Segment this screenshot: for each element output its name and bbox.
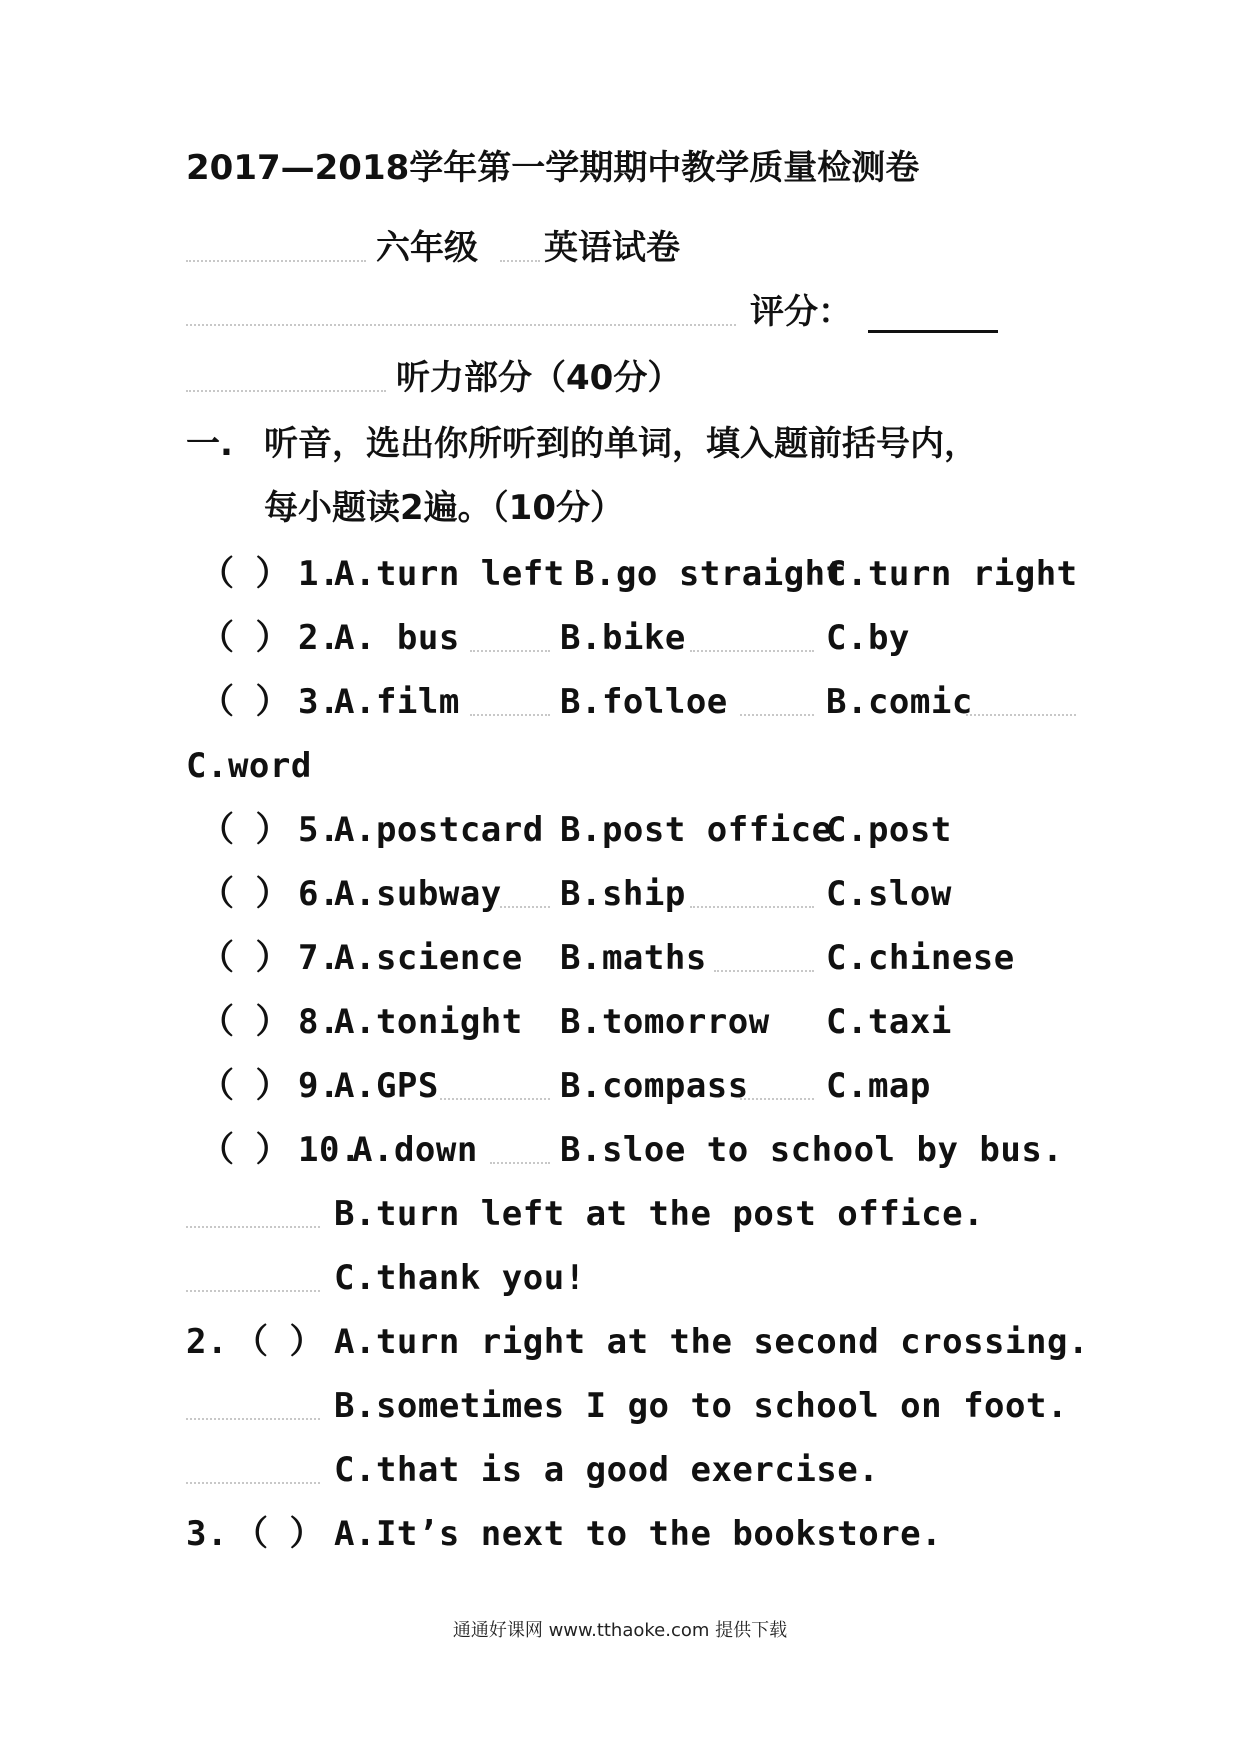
option-a: A.down (352, 1130, 478, 1170)
question-number: 3. (186, 1514, 228, 1554)
option-a: A.science (334, 938, 523, 978)
answer-paren[interactable]: （ ） (200, 1002, 290, 1042)
dotted-leader (470, 648, 550, 652)
option-c: C.post (826, 810, 952, 850)
dotted-leader (500, 258, 540, 262)
dotted-leader (186, 1288, 320, 1292)
option-c: B.comic (826, 682, 973, 722)
answer-paren[interactable]: （ ） (234, 1322, 324, 1362)
question-number: 1. (298, 554, 340, 594)
instruction-text-1: 听音，选出你所听到的单词，填入题前括号内， (264, 424, 978, 464)
section-heading: 听力部分（40分） (396, 358, 682, 398)
dotted-leader (500, 904, 550, 908)
answer-paren[interactable]: （ ） (200, 1130, 290, 1170)
question-number: 6. (298, 874, 340, 914)
dotted-leader (186, 1416, 320, 1420)
option-b: B.bike (560, 618, 686, 658)
answer-paren[interactable]: （ ） (200, 682, 290, 722)
option-a: A. bus (334, 618, 460, 658)
option-b: B.tomorrow (560, 1002, 770, 1042)
option-c: C.taxi (826, 1002, 952, 1042)
option-a: A.turn left (334, 554, 565, 594)
dotted-leader (690, 904, 814, 908)
exam-title: 2017—2018学年第一学期期中教学质量检测卷 (186, 148, 920, 188)
option-c: C.by (826, 618, 910, 658)
option-b: B.sloe to school by bus. (560, 1130, 1064, 1170)
question-number: 10. (298, 1130, 361, 1170)
question-number: 7. (298, 938, 340, 978)
option-c: C.slow (826, 874, 952, 914)
option-c: C.chinese (826, 938, 1015, 978)
answer-paren[interactable]: （ ） (234, 1514, 324, 1554)
answer-paren[interactable]: （ ） (200, 938, 290, 978)
dotted-leader (186, 388, 386, 392)
answer-paren[interactable]: （ ） (200, 810, 290, 850)
option-c-continued: C.thank you! (334, 1258, 586, 1298)
question-number: 9. (298, 1066, 340, 1106)
option-a: A.tonight (334, 1002, 523, 1042)
dotted-leader (186, 258, 366, 262)
question-number: 2. (186, 1322, 228, 1362)
option-b: B.maths (560, 938, 707, 978)
option-a: A.film (334, 682, 460, 722)
dotted-leader (714, 968, 814, 972)
subject-label: 英语试卷 (544, 228, 680, 268)
option-c: C.map (826, 1066, 931, 1106)
option-c: C.turn right (826, 554, 1078, 594)
question-number: 8. (298, 1002, 340, 1042)
option-b: B.sometimes I go to school on foot. (334, 1386, 1068, 1426)
dotted-leader (740, 712, 814, 716)
option-c-wrapped: C.word (186, 746, 312, 786)
question-number: 2. (298, 618, 340, 658)
grade-label: 六年级 (376, 228, 478, 268)
option-c: C.that is a good exercise. (334, 1450, 880, 1490)
answer-paren[interactable]: （ ） (200, 554, 290, 594)
footer-credit: 通通好课网 www.tthaoke.com 提供下载 (452, 1620, 788, 1641)
option-a: A.turn right at the second crossing. (334, 1322, 1089, 1362)
option-a: A.postcard (334, 810, 544, 850)
question-number: 3. (298, 682, 340, 722)
dotted-leader (440, 1096, 550, 1100)
dotted-leader (186, 322, 736, 326)
option-b-continued: B.turn left at the post office. (334, 1194, 985, 1234)
dotted-leader (966, 712, 1076, 716)
option-b: B.go straight (574, 554, 847, 594)
dotted-leader (186, 1224, 320, 1228)
dotted-leader (186, 1480, 320, 1484)
answer-paren[interactable]: （ ） (200, 618, 290, 658)
answer-paren[interactable]: （ ） (200, 1066, 290, 1106)
option-b: B.ship (560, 874, 686, 914)
answer-paren[interactable]: （ ） (200, 874, 290, 914)
dotted-leader (490, 1160, 550, 1164)
instruction-text-2: 每小题读2遍。（10分） (264, 488, 624, 528)
question-number: 5. (298, 810, 340, 850)
option-a: A.It’s next to the bookstore. (334, 1514, 943, 1554)
dotted-leader (470, 712, 550, 716)
score-blank[interactable] (868, 330, 998, 333)
score-label: 评分： (750, 292, 852, 332)
option-b: B.compass (560, 1066, 749, 1106)
dotted-leader (740, 1096, 814, 1100)
option-a: A.subway (334, 874, 502, 914)
option-b: B.post office (560, 810, 833, 850)
option-a: A.GPS (334, 1066, 439, 1106)
option-b: B.folloe (560, 682, 728, 722)
part-number: 一. (186, 424, 233, 464)
dotted-leader (690, 648, 814, 652)
